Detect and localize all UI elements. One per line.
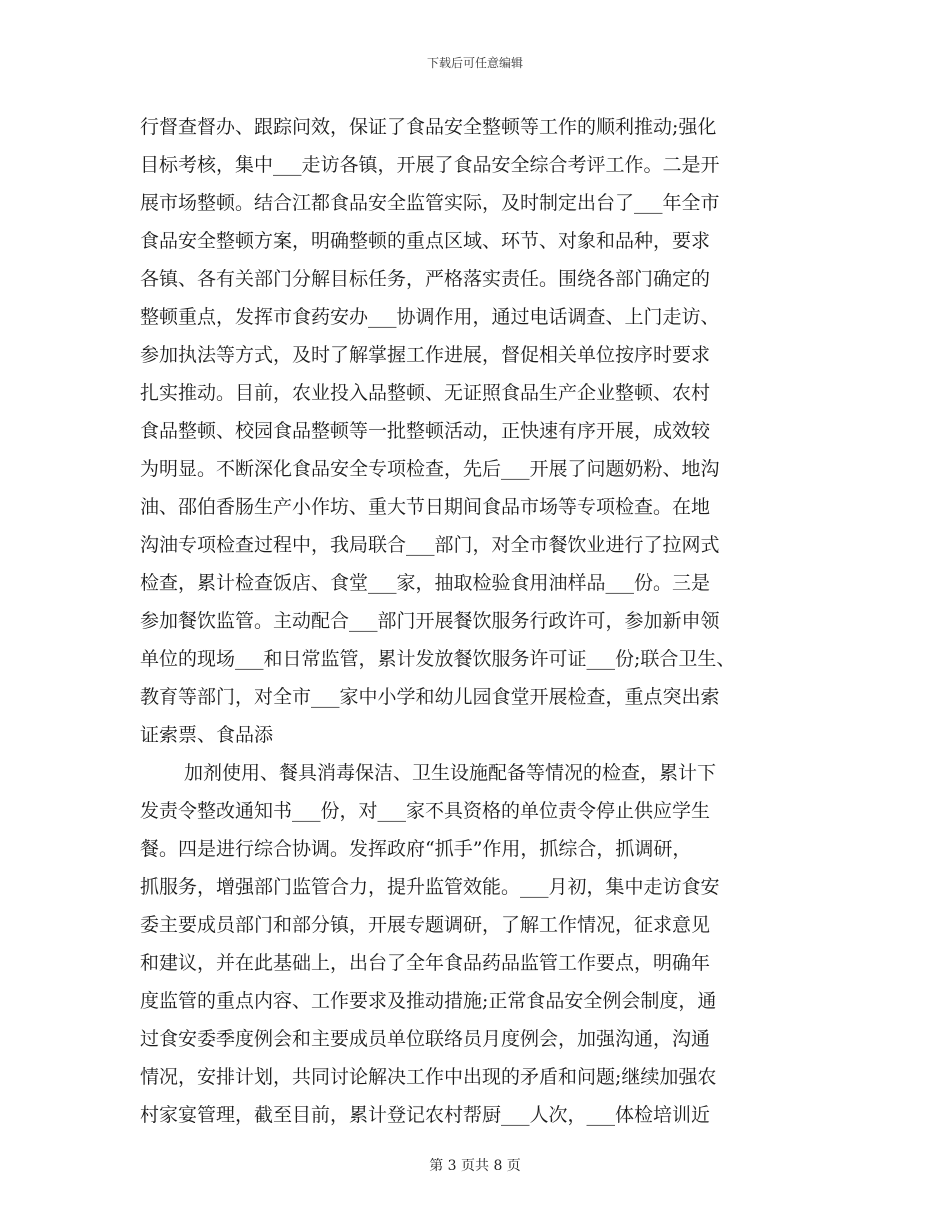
- text-line: 为明显。不断深化食品安全专项检查，先后___开展了问题奶粉、地沟: [140, 458, 720, 480]
- document-body: [140, 108, 830, 1134]
- text-line: 教育等部门，对全市___家中小学和幼儿园食堂开展检查，重点突出索: [140, 686, 720, 708]
- page-header: 下载后可任意编辑: [426, 56, 523, 70]
- text-line: 油、邵伯香肠生产小作坊、重大节日期间食品市场等专项检查。在地: [140, 496, 711, 518]
- text-line-indented: 加剂使用、餐具消毒保洁、卫生设施配备等情况的检查，累计下: [184, 762, 717, 784]
- text-line: 整顿重点，发挥市食药安办___协调作用，通过电话调查、上门走访、: [140, 306, 720, 328]
- text-line: 餐。四是进行综合协调。发挥政府“抓手”作用，抓综合，抓调研，: [140, 838, 692, 860]
- text-line: 情况，安排计划，共同讨论解决工作中出现的矛盾和问题;继续加强农: [140, 1066, 717, 1088]
- text-line: 展市场整顿。结合江都食品安全监管实际，及时制定出台了___年全市: [140, 192, 720, 214]
- text-line: 行督查督办、跟踪问效，保证了食品安全整顿等工作的顺利推动;强化: [140, 116, 717, 138]
- text-line: 村家宴管理，截至目前，累计登记农村帮厨___人次，___体检培训近: [140, 1104, 711, 1126]
- text-line: 检查，累计检查饭店、食堂___家，抽取检验食用油样品___份。三是: [140, 572, 711, 594]
- text-line: 证索票、食品添: [140, 724, 274, 746]
- text-line: 度监管的重点内容、工作要求及推动措施;正常食品安全例会制度，通: [140, 990, 717, 1012]
- text-line: 抓服务，增强部门监管合力，提升监管效能。___月初，集中走访食安: [140, 876, 720, 898]
- text-line: 和建议，并在此基础上，出台了全年食品药品监管工作要点，明确年: [140, 952, 711, 974]
- text-line: 各镇、各有关部门分解目标任务，严格落实责任。围绕各部门确定的: [140, 268, 711, 290]
- text-line: 沟油专项检查过程中，我局联合___部门，对全市餐饮业进行了拉网式: [140, 534, 720, 556]
- text-line: 过食安委季度例会和主要成员单位联络员月度例会，加强沟通，沟通: [140, 1028, 711, 1050]
- text-line: 委主要成员部门和部分镇，开展专题调研，了解工作情况，征求意见: [140, 914, 711, 936]
- text-line: 食品整顿、校园食品整顿等一批整顿活动，正快速有序开展，成效较: [140, 420, 711, 442]
- text-line: 参加执法等方式，及时了解掌握工作进展，督促相关单位按序时要求: [140, 344, 711, 366]
- text-line: 食品安全整顿方案，明确整顿的重点区域、环节、对象和品种，要求: [140, 230, 711, 252]
- text-line: 单位的现场___和日常监管，累计发放餐饮服务许可证___份;联合卫生、: [140, 648, 736, 670]
- text-line: 目标考核，集中___走访各镇，开展了食品安全综合考评工作。二是开: [140, 154, 720, 176]
- text-line: 参加餐饮监管。主动配合___部门开展餐饮服务行政许可，参加新申领: [140, 610, 720, 632]
- page-footer: 第 3 页共 8 页: [429, 1158, 521, 1174]
- text-line: 发责令整改通知书___份，对___家不具资格的单位责令停止供应学生: [140, 800, 711, 822]
- text-line: 扎实推动。目前，农业投入品整顿、无证照食品生产企业整顿、农村: [140, 382, 711, 404]
